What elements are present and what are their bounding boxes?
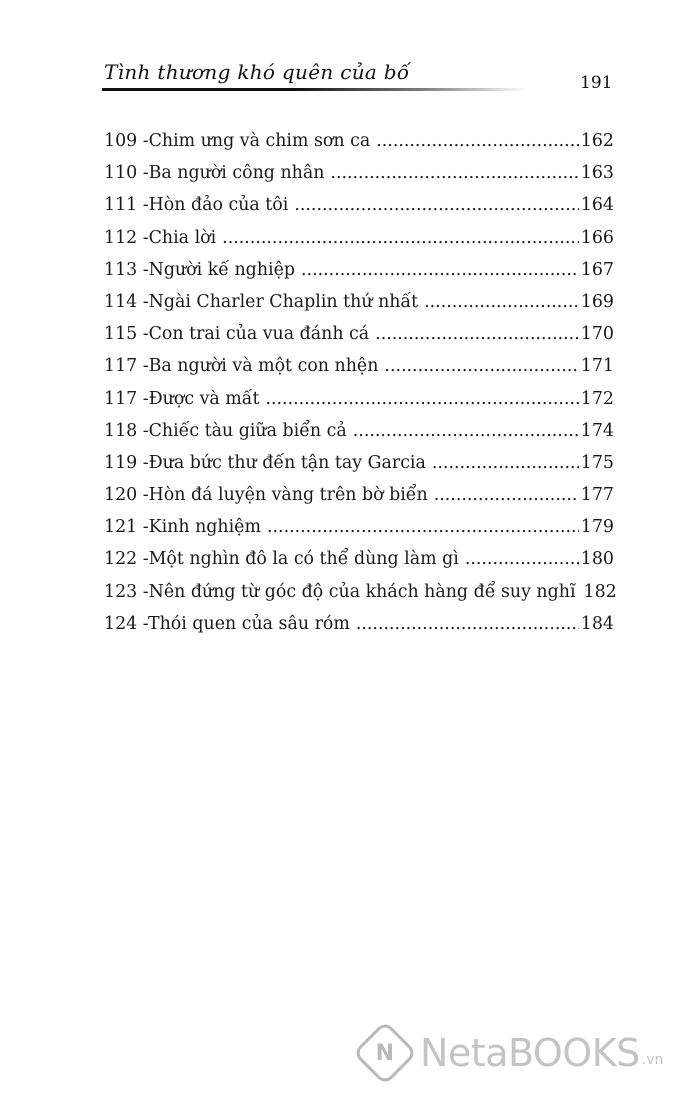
entry-page-number: 169 [580, 291, 614, 312]
entry-separator: - [137, 581, 149, 602]
entry-title [104, 222, 216, 254]
entry-number: 117 [104, 388, 138, 409]
entry-page-number: 162 [580, 131, 614, 151]
entry-title-text: Con trai của vua đánh cá [148, 324, 370, 345]
watermark-text: NetaBOOKS [420, 1031, 640, 1075]
entry-number: 123 [104, 581, 138, 602]
entry-number: 113 [104, 259, 138, 280]
entry-page-number: 179 [580, 517, 614, 538]
entry-separator: - [137, 324, 149, 345]
book-title: Tình thương khó quên của bố [104, 60, 410, 84]
entry-title [104, 576, 576, 608]
entry-title-text: Chim ưng và chim sơn ca [148, 131, 371, 151]
dot-leader [384, 350, 578, 382]
toc-entry [104, 189, 614, 221]
entry-separator: - [137, 291, 149, 312]
entry-title [104, 254, 295, 286]
entry-title-text: Hòn đảo của tôi [148, 195, 289, 216]
entry-number: 111 [104, 195, 138, 216]
entry-title [104, 157, 324, 189]
entry-page-number: 174 [580, 420, 614, 441]
entry-title-text: Ba người và một con nhện [148, 356, 379, 377]
entry-separator: - [137, 517, 149, 538]
logo-letter: N [375, 1040, 395, 1066]
entry-number: 117 [104, 356, 138, 377]
dot-leader [465, 543, 579, 575]
entry-title [104, 415, 347, 447]
dot-leader [375, 318, 579, 350]
entry-page-number: 171 [580, 356, 614, 377]
toc-entry [104, 286, 614, 318]
toc-entry [104, 157, 614, 189]
watermark [362, 1030, 663, 1076]
toc-entry [104, 383, 614, 415]
dot-leader [222, 222, 579, 254]
entry-number: 118 [104, 420, 138, 441]
toc-entry [104, 543, 614, 575]
entry-title [104, 350, 378, 382]
toc-entry [104, 479, 614, 511]
entry-separator: - [137, 485, 149, 506]
entry-separator: - [137, 388, 149, 409]
entry-separator: - [137, 549, 149, 570]
entry-page-number: 172 [580, 388, 614, 409]
entry-separator: - [137, 195, 149, 216]
entry-separator: - [137, 131, 149, 151]
toc-entry [104, 511, 614, 543]
entry-separator: - [137, 163, 149, 184]
entry-title-text: Thói quen của sâu róm [148, 613, 350, 634]
dot-leader [432, 447, 579, 479]
entry-title [104, 318, 369, 350]
dot-leader [353, 415, 579, 447]
toc-entry [104, 125, 614, 157]
entry-page-number: 164 [580, 195, 614, 216]
entry-title [104, 608, 350, 640]
entry-title [104, 511, 261, 543]
toc-entry [104, 254, 614, 286]
entry-number: 114 [104, 291, 138, 312]
entry-page-number: 182 [583, 581, 617, 602]
entry-title-text: Hòn đá luyện vàng trên bờ biển [148, 485, 428, 506]
entry-title-text: Kinh nghiệm [148, 517, 261, 538]
entry-title [104, 479, 428, 511]
entry-separator: - [137, 259, 149, 280]
watermark-suffix: .vn [641, 1052, 664, 1068]
entry-title [104, 189, 288, 221]
entry-title-text: Chiếc tàu giữa biển cả [148, 420, 347, 441]
table-of-contents [104, 125, 617, 640]
dot-leader [301, 254, 579, 286]
entry-title-text: Ngài Charler Chaplin thứ nhất [148, 291, 419, 312]
entry-page-number: 175 [580, 452, 614, 473]
entry-title [104, 447, 426, 479]
entry-page-number: 167 [580, 259, 614, 280]
dot-leader [267, 511, 579, 543]
entry-page-number: 180 [580, 549, 614, 570]
entry-page-number: 163 [580, 163, 614, 184]
entry-page-number: 166 [580, 227, 614, 248]
toc-entry [104, 447, 614, 479]
entry-title-text: Được và mất [148, 388, 260, 409]
dot-leader [356, 608, 579, 640]
page-number: 191 [580, 73, 613, 93]
entry-number: 109 [104, 131, 138, 151]
entry-separator: - [137, 420, 149, 441]
entry-number: 119 [104, 452, 138, 473]
entry-title-text: Ba người công nhân [148, 163, 325, 184]
entry-number: 124 [104, 613, 138, 634]
toc-entry [104, 415, 614, 447]
dot-leader [376, 125, 579, 157]
dot-leader [294, 189, 578, 221]
entry-title [104, 543, 459, 575]
entry-number: 120 [104, 485, 138, 506]
entry-title [104, 383, 259, 415]
entry-title [104, 286, 418, 318]
entry-number: 110 [104, 163, 138, 184]
entry-page-number: 177 [580, 485, 614, 506]
toc-entry [104, 608, 614, 640]
dot-leader [434, 479, 579, 511]
entry-separator: - [137, 452, 149, 473]
entry-title-text: Chia lời [148, 227, 217, 248]
entry-page-number: 170 [580, 324, 614, 345]
dot-leader [330, 157, 578, 189]
entry-title [104, 125, 370, 157]
entry-title-text: Đưa bức thư đến tận tay Garcia [148, 452, 426, 473]
entry-separator: - [137, 613, 148, 634]
entry-title-text: Người kế nghiệp [148, 259, 296, 280]
entry-number: 112 [104, 227, 138, 248]
entry-separator: - [137, 356, 149, 377]
dot-leader [265, 383, 578, 415]
toc-entry [104, 576, 617, 608]
toc-entry [104, 350, 614, 382]
entry-number: 115 [104, 324, 138, 345]
entry-number: 122 [104, 549, 138, 570]
entry-title-text: Nên đứng từ góc độ của khách hàng để suy nghĩ [148, 581, 576, 602]
dot-leader [424, 286, 579, 318]
header-rule [102, 88, 527, 91]
entry-separator: - [137, 227, 149, 248]
toc-entry [104, 318, 614, 350]
toc-entry [104, 222, 614, 254]
entry-number: 121 [104, 517, 138, 538]
netabooks-logo-icon [352, 1020, 417, 1085]
entry-title-text: Một nghìn đô la có thể dùng làm gì [148, 549, 459, 570]
entry-page-number: 184 [580, 613, 614, 634]
